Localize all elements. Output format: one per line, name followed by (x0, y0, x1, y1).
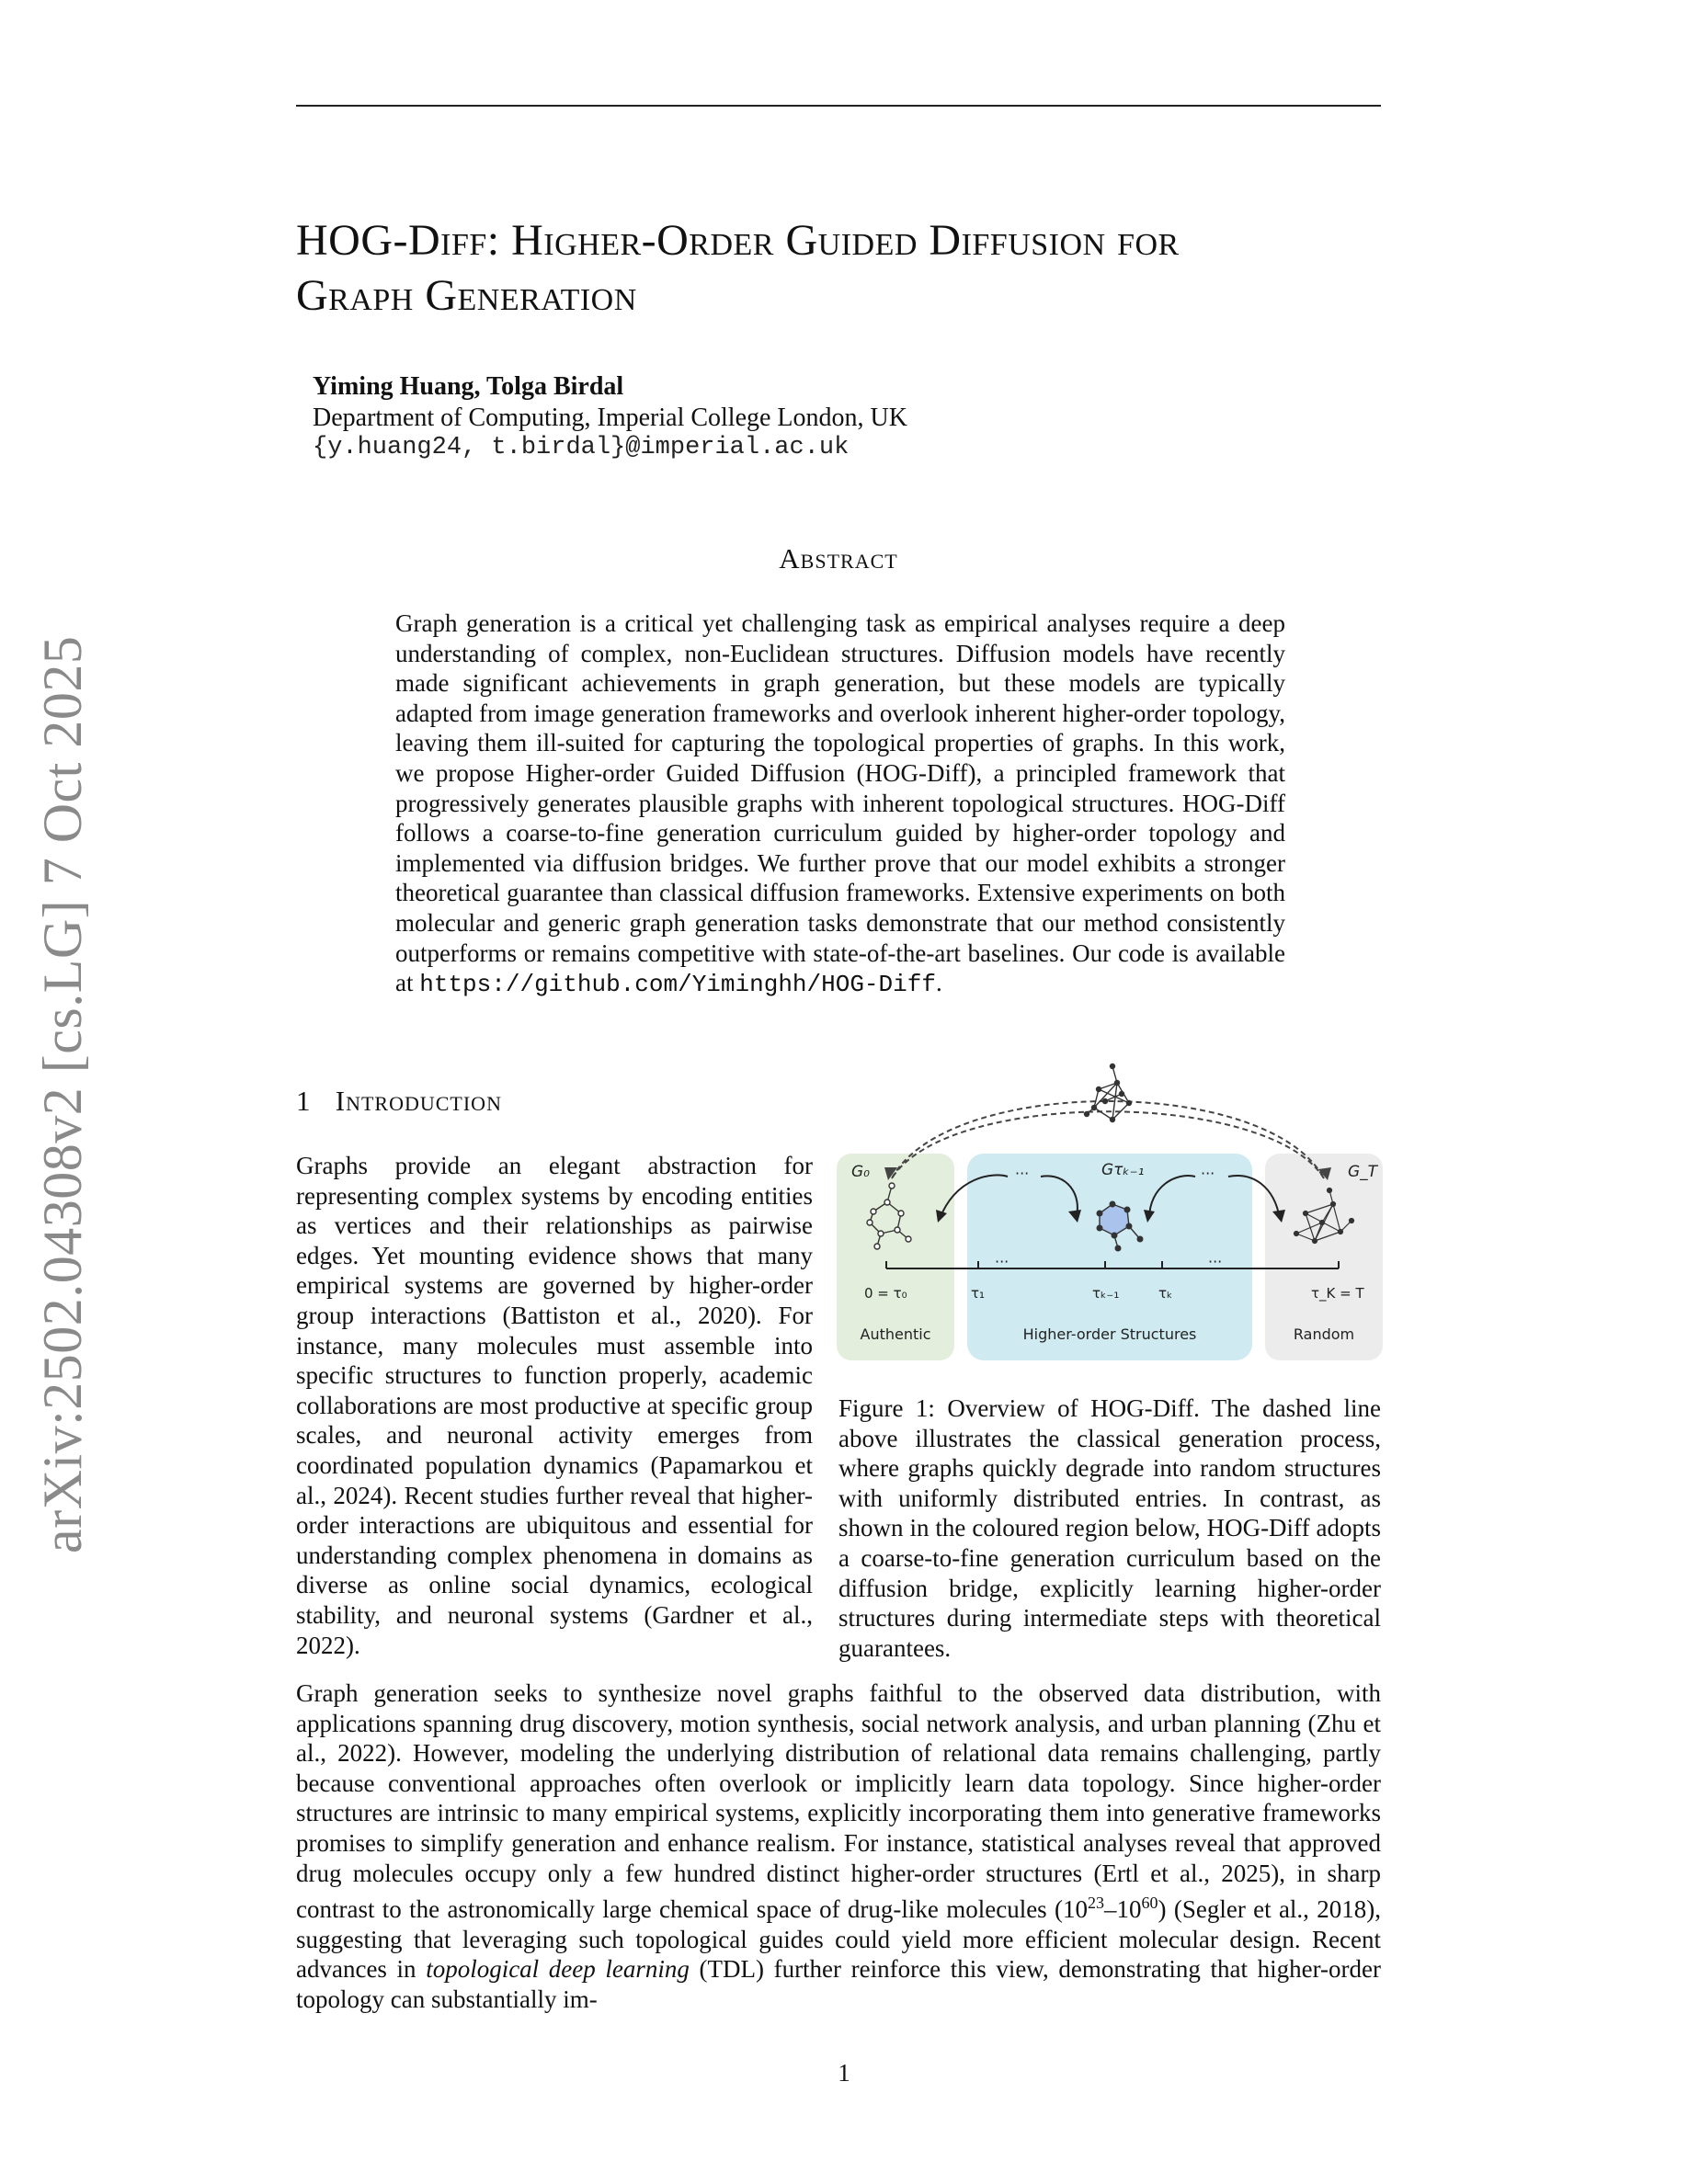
para2-dash: –10 (1104, 1895, 1142, 1924)
label-g0: G₀ (851, 1163, 870, 1181)
section-title: Introduction (335, 1085, 502, 1117)
dots-top-1: ··· (1015, 1165, 1030, 1182)
label-gT: G_T (1348, 1163, 1378, 1181)
exponent-23: 23 (1088, 1894, 1105, 1913)
figure-1-caption: Figure 1: Overview of HOG-Diff. The dashed line above illustrates the classical generation process, where graphs quickly degrade into random structures with uniformly distributed entries. In contrast, as shown in the coloured region below, HOG-Diff adopts a coarse-to-fine generation curriculum based on the diffusion bridge, explicitly learning higher-order structures during intermediate steps with theoretical guarantees. (838, 1394, 1381, 1662)
dots-axis-1: ··· (995, 1253, 1009, 1270)
arxiv-identifier: arXiv:2502.04308v2 [cs.LG] 7 Oct 2025 (32, 635, 93, 1553)
authors: Yiming Huang, Tolga Birdal (313, 372, 624, 401)
intro-paragraph-1: Graphs provide an elegant abstraction for representing complex systems by encoding entities as vertices and their relationships as pairwise edges. Yet mounting evidence shows that many empirical systems are governed by higher-order group interactions (Battiston et al., 2020). For instance, many molecules must assemble into specific structures to function properly, academic collaborations are most productive at specific group scales, and neuronal activity emerges from coordinated population dynamics (Papamarkou et al., 2024). Recent studies further reveal that higher-order interactions are ubiquitous and essential for understanding complex phenomena in domains as diverse as online social dynamics, ecological stability, and neuronal systems (Gardner et al., 2022). (296, 1152, 813, 1659)
label-tauk: τₖ (1158, 1285, 1173, 1302)
abstract-end: . (935, 969, 942, 997)
affiliation: Department of Computing, Imperial College London, UK (313, 404, 907, 432)
label-higher-order: Higher-order Structures (1022, 1325, 1197, 1343)
abstract-text: Graph generation is a critical yet challenging task as empirical analyses require a deep understanding of complex, non-Euclidean structures. Diffusion models have recently made significant achievements in graph generation, but these models are typically adapted from image generation frameworks and overlook inherent higher-order topology, leaving them ill-suited for capturing the topological properties of graphs. In this work, we propose Higher-order Guided Diffusion (HOG-Diff), a principled framework that progressively generates plausible graphs with inherent topological structures. HOG-Diff follows a coarse-to-fine generation curriculum guided by higher-order topology and implemented via diffusion bridges. We further prove that our model exhibits a stronger theoretical guarantee than classical diffusion frameworks. Extensive experiments on both molecular and generic graph generation tasks demonstrate that our method consistently outperforms or remains competitive with state-of-the-art baselines. Our code is available at (395, 609, 1285, 997)
intro-paragraph-2 (296, 1678, 1381, 2015)
figure-1-diagram (837, 1057, 1383, 1370)
label-tau0: 0 = τ₀ (864, 1285, 907, 1302)
dots-top-2: ··· (1201, 1165, 1215, 1182)
title-line-2: Graph Generation (296, 271, 637, 320)
label-authentic: Authentic (860, 1325, 931, 1343)
label-tauk1: τₖ₋₁ (1092, 1285, 1120, 1302)
random-graph-top-icon (1085, 1064, 1132, 1122)
para2-emphasis: topological deep learning (426, 1955, 690, 1984)
dots-axis-2: ··· (1208, 1253, 1223, 1270)
para2-part-a: Graph generation seeks to synthesize novel graphs faithful to the observed data distribution, with applications spanning drug discovery, motion synthesis, social network analysis, and urban planning (Zhu et al., 2022). However, modeling the underlying distribution of relational data remains challenging, partly because conventional approaches often overlook or implicitly learn data topology. Since higher-order structures are intrinsic to many empirical systems, explicitly incorporating them into generative frameworks promises to simplify generation and enhance realism. For instance, statistical analyses reveal that approved drug molecules occupy only a few hundred distinct higher-order structures (Ertl et al., 2025), in sharp contrast to the astronomically large chemical space of drug-like molecules (10 (296, 1679, 1381, 1924)
label-tau1: τ₁ (971, 1285, 986, 1302)
abstract-heading: Abstract (779, 542, 898, 574)
label-gtau: Gτₖ₋₁ (1101, 1161, 1145, 1179)
label-random: Random (1293, 1325, 1355, 1343)
abstract-body (395, 609, 1285, 1000)
para2-part-b: ) (Segler et al., 2018), suggesting that leveraging such topological guides could yield more efficient molecular design. Recent advances in (296, 1895, 1382, 1984)
section-heading-introduction (296, 1085, 502, 1118)
paper-title (296, 213, 1399, 324)
top-rule (296, 105, 1381, 107)
page-number: 1 (838, 2059, 850, 2087)
code-link[interactable]: https://github.com/Yiminghh/HOG-Diff (419, 971, 936, 999)
label-tauK: τ_K = T (1311, 1285, 1364, 1302)
para2-part-c: (TDL) further reinforce this view, demonstrating that higher-order topology can substantially im- (296, 1955, 1381, 2013)
section-number: 1 (296, 1085, 312, 1117)
email: {y.huang24, t.birdal}@imperial.ac.uk (313, 434, 850, 461)
exponent-60: 60 (1141, 1894, 1158, 1913)
title-line-1: HOG-Diff: Higher-Order Guided Diffusion for (296, 216, 1180, 265)
